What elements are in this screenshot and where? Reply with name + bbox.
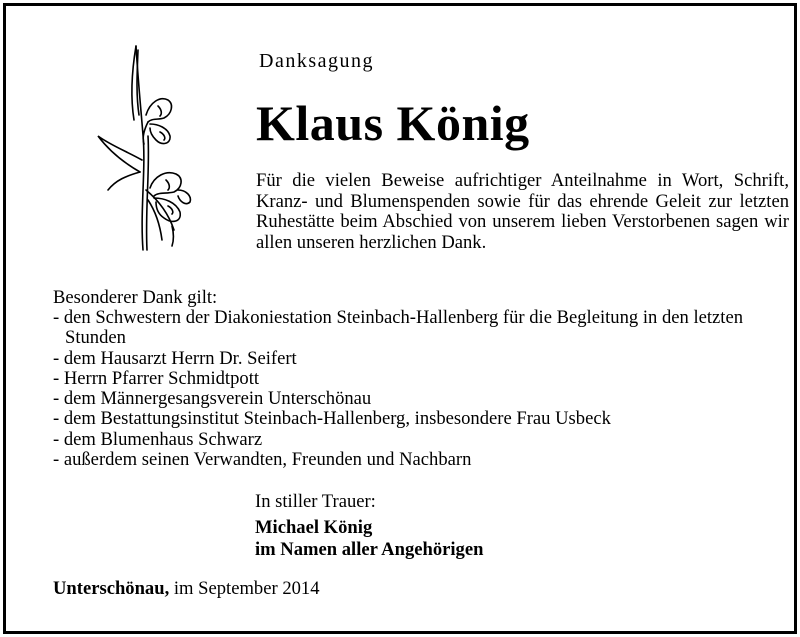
list-item: - dem Bestattungsinstitut Steinbach-Hallenberg, insbesondere Frau Usbeck [53,408,611,430]
list-item: - dem Hausarzt Herrn Dr. Seifert [53,347,297,369]
iris-flower-icon [88,40,208,255]
list-item: - außerdem seinen Verwandten, Freunden und Nachbarn [53,449,472,471]
list-item: - dem Männergesangsverein Unterschönau [53,388,372,410]
deceased-name: Klaus König [256,95,530,151]
list-item: - den Schwestern der Diakoniestation Steinbach-Hallenberg für die Begleitung in den letzten Stunden [53,307,743,349]
place-date [53,578,320,600]
place: Unterschönau, [53,578,170,599]
special-thanks-list [53,308,773,470]
list-item: - Herrn Pfarrer Schmidtpott [53,367,260,389]
signer-note: im Namen aller Angehörigen [255,539,484,560]
special-thanks-title: Besonderer Dank gilt: [53,287,218,308]
intro-paragraph: Für die vielen Beweise aufrichtiger Anteilnahme in Wort, Schrift, Kranz- und Blumenspenden sowie für das ehrende Geleit zur letzten Ruhestätte beim Abschied von unserem lieben Verstorbenen sagen wir allen unseren herzlichen Dank. [256,170,789,253]
signer-name: Michael König [255,517,373,538]
date: im September 2014 [169,578,320,599]
mourning-line: In stiller Trauer: [255,491,376,512]
signer-block [255,517,483,561]
notice-frame [3,3,797,634]
notice-heading: Danksagung [259,50,374,72]
list-item: - dem Blumenhaus Schwarz [53,428,263,450]
